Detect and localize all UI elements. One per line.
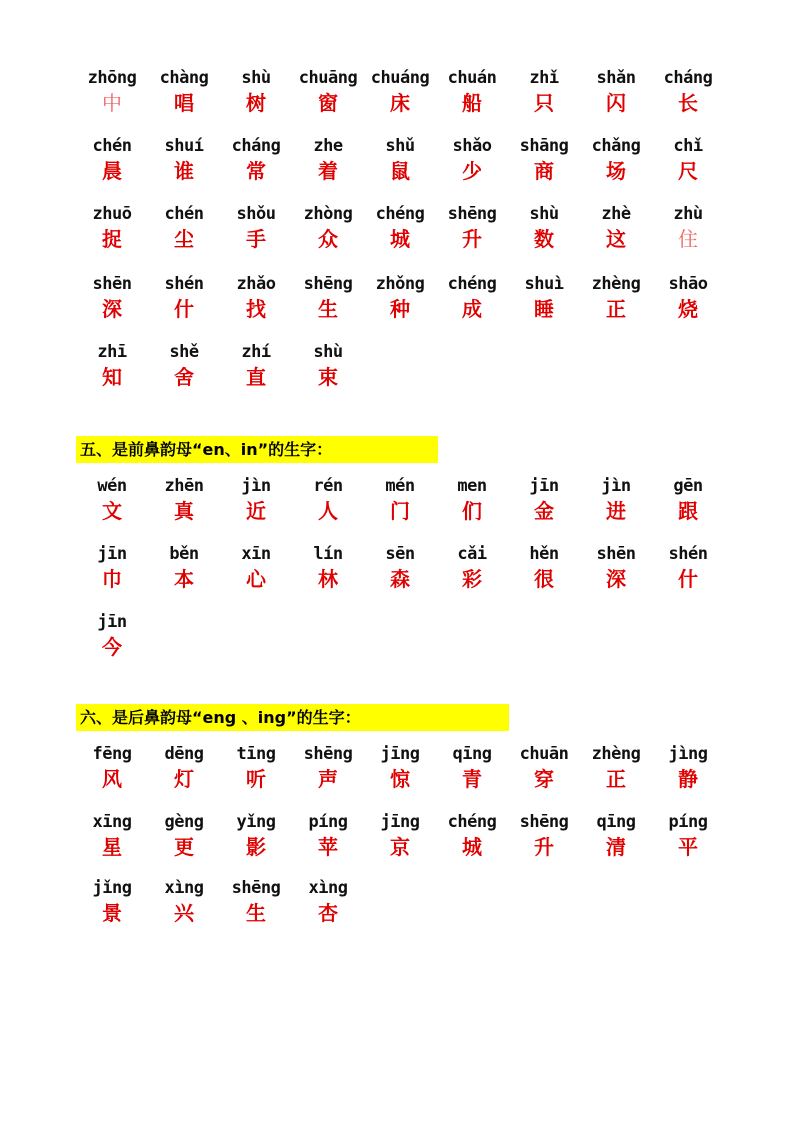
- hanzi-character: 正: [606, 297, 626, 321]
- character-cell: [292, 136, 364, 204]
- pinyin-label: gēn: [673, 476, 703, 496]
- pinyin-label: shě: [169, 342, 199, 362]
- pinyin-label: wén: [97, 476, 127, 496]
- hanzi-character: 床: [390, 91, 410, 115]
- character-cell: [292, 878, 364, 942]
- character-cell: [652, 204, 724, 274]
- character-cell: [580, 68, 652, 136]
- character-cell: [76, 878, 148, 942]
- character-cell: [508, 204, 580, 274]
- hanzi-character: 声: [318, 767, 338, 791]
- character-cell: [364, 744, 436, 812]
- hanzi-character: 更: [174, 835, 194, 859]
- hanzi-character: 住: [678, 227, 698, 251]
- pinyin-label: zhī: [97, 342, 127, 362]
- hanzi-character: 文: [102, 499, 122, 523]
- character-row: [76, 274, 724, 342]
- pinyin-label: shǔ: [385, 136, 415, 156]
- hanzi-character: 船: [462, 91, 482, 115]
- character-cell: [580, 476, 652, 544]
- character-cell: [148, 274, 220, 342]
- character-cell: [652, 744, 724, 812]
- character-cell: [220, 878, 292, 942]
- pinyin-label: jìn: [241, 476, 271, 496]
- character-cell: [436, 204, 508, 274]
- character-cell: [220, 812, 292, 878]
- hanzi-character: 灯: [174, 767, 194, 791]
- character-cell: [436, 136, 508, 204]
- character-cell: [364, 204, 436, 274]
- pinyin-label: zhèng: [591, 744, 641, 764]
- character-cell: [220, 476, 292, 544]
- hanzi-character: 听: [246, 767, 266, 791]
- hanzi-character: 城: [462, 835, 482, 859]
- hanzi-character: 近: [246, 499, 266, 523]
- hanzi-character: 跟: [678, 499, 698, 523]
- pinyin-label: píng: [308, 812, 348, 832]
- hanzi-character: 静: [678, 767, 698, 791]
- hanzi-character: 束: [318, 365, 338, 389]
- character-cell: [148, 744, 220, 812]
- hanzi-character: 中: [102, 91, 122, 115]
- hanzi-character: 数: [534, 227, 554, 251]
- hanzi-character: 众: [318, 227, 338, 251]
- pinyin-label: chǎng: [591, 136, 641, 156]
- pinyin-label: jǐng: [92, 878, 132, 898]
- character-cell: [652, 136, 724, 204]
- pinyin-label: shù: [313, 342, 343, 362]
- hanzi-character: 惊: [390, 767, 410, 791]
- hanzi-character: 什: [174, 297, 194, 321]
- character-cell: [652, 544, 724, 612]
- hanzi-character: 长: [678, 91, 698, 115]
- pinyin-label: shén: [164, 274, 204, 294]
- pinyin-label: tīng: [236, 744, 276, 764]
- character-cell: [508, 744, 580, 812]
- character-cell: [364, 274, 436, 342]
- pinyin-label: shǒu: [236, 204, 276, 224]
- hanzi-character: 升: [462, 227, 482, 251]
- hanzi-character: 彩: [462, 567, 482, 591]
- character-cell: [220, 544, 292, 612]
- character-cell: [148, 136, 220, 204]
- character-cell: [148, 68, 220, 136]
- pinyin-label: chéng: [447, 812, 497, 832]
- pinyin-label: chàng: [159, 68, 209, 88]
- character-cell: [580, 204, 652, 274]
- character-cell: [220, 744, 292, 812]
- pinyin-label: zhōng: [87, 68, 137, 88]
- hanzi-character: 升: [534, 835, 554, 859]
- pinyin-label: chuáng: [370, 68, 430, 88]
- hanzi-character: 森: [390, 567, 410, 591]
- pinyin-label: shēng: [519, 812, 569, 832]
- character-cell: [508, 544, 580, 612]
- hanzi-character: 鼠: [390, 159, 410, 183]
- character-cell: [436, 812, 508, 878]
- character-row: [76, 342, 724, 406]
- character-row: [76, 744, 724, 812]
- pinyin-label: shuì: [524, 274, 564, 294]
- character-row: [76, 612, 724, 676]
- pinyin-label: hěn: [529, 544, 559, 564]
- pinyin-label: shǎn: [596, 68, 636, 88]
- character-cell: [436, 68, 508, 136]
- pinyin-label: qīng: [596, 812, 636, 832]
- pinyin-label: xìng: [164, 878, 204, 898]
- character-cell: [580, 544, 652, 612]
- hanzi-character: 生: [246, 901, 266, 925]
- hanzi-character: 晨: [102, 159, 122, 183]
- character-row: [76, 476, 724, 544]
- hanzi-character: 深: [606, 567, 626, 591]
- pinyin-label: dēng: [164, 744, 204, 764]
- character-cell: [76, 544, 148, 612]
- hanzi-character: 场: [606, 159, 626, 183]
- pinyin-label: shēng: [231, 878, 281, 898]
- pinyin-label: jīn: [529, 476, 559, 496]
- hanzi-character: 成: [462, 297, 482, 321]
- hanzi-character: 巾: [102, 567, 122, 591]
- hanzi-character: 穿: [534, 767, 554, 791]
- character-cell: [292, 342, 364, 406]
- hanzi-character: 树: [246, 91, 266, 115]
- character-cell: [76, 274, 148, 342]
- character-cell: [508, 274, 580, 342]
- character-cell: [76, 744, 148, 812]
- hanzi-character: 尺: [678, 159, 698, 183]
- section-heading-en-in: 五、是前鼻韵母“en、in”的生字：: [76, 436, 438, 463]
- character-cell: [148, 204, 220, 274]
- character-cell: [148, 544, 220, 612]
- character-cell: [148, 476, 220, 544]
- pinyin-label: lín: [313, 544, 343, 564]
- hanzi-character: 影: [246, 835, 266, 859]
- character-cell: [148, 878, 220, 942]
- character-cell: [364, 136, 436, 204]
- hanzi-character: 深: [102, 297, 122, 321]
- character-cell: [76, 136, 148, 204]
- character-cell: [364, 544, 436, 612]
- character-cell: [652, 812, 724, 878]
- pinyin-label: shāng: [519, 136, 569, 156]
- character-row: [76, 812, 724, 878]
- pinyin-label: fēng: [92, 744, 132, 764]
- hanzi-character: 城: [390, 227, 410, 251]
- pinyin-label: zhòng: [303, 204, 353, 224]
- character-cell: [76, 342, 148, 406]
- pinyin-label: xìng: [308, 878, 348, 898]
- hanzi-character: 舍: [174, 365, 194, 389]
- character-cell: [436, 744, 508, 812]
- hanzi-character: 苹: [318, 835, 338, 859]
- character-cell: [76, 612, 148, 676]
- pinyin-label: shēng: [303, 744, 353, 764]
- hanzi-character: 人: [318, 499, 338, 523]
- character-cell: [292, 544, 364, 612]
- character-row: [76, 878, 724, 942]
- character-cell: [148, 342, 220, 406]
- character-grid-zh-ch-sh: [76, 68, 724, 406]
- hanzi-character: 闪: [606, 91, 626, 115]
- hanzi-character: 捉: [102, 227, 122, 251]
- character-cell: [220, 68, 292, 136]
- hanzi-character: 什: [678, 567, 698, 591]
- character-cell: [580, 274, 652, 342]
- pinyin-label: men: [457, 476, 487, 496]
- character-cell: [580, 744, 652, 812]
- hanzi-character: 生: [318, 297, 338, 321]
- pinyin-label: zhǎo: [236, 274, 276, 294]
- character-cell: [580, 812, 652, 878]
- character-cell: [580, 136, 652, 204]
- hanzi-character: 今: [102, 635, 122, 659]
- pinyin-label: shēng: [303, 274, 353, 294]
- pinyin-label: zhǐ: [529, 68, 559, 88]
- character-cell: [652, 274, 724, 342]
- character-cell: [652, 476, 724, 544]
- pinyin-label: zhǒng: [375, 274, 425, 294]
- pinyin-label: shēng: [447, 204, 497, 224]
- character-row: [76, 68, 724, 136]
- character-row: [76, 136, 724, 204]
- hanzi-character: 很: [534, 567, 554, 591]
- character-cell: [508, 68, 580, 136]
- pinyin-label: shén: [668, 544, 708, 564]
- character-grid-eng-ing: [76, 744, 724, 942]
- hanzi-character: 常: [246, 159, 266, 183]
- pinyin-label: chéng: [375, 204, 425, 224]
- hanzi-character: 睡: [534, 297, 554, 321]
- pinyin-label: zhuō: [92, 204, 132, 224]
- hanzi-character: 京: [390, 835, 410, 859]
- pinyin-label: zhèng: [591, 274, 641, 294]
- character-cell: [436, 544, 508, 612]
- pinyin-label: gèng: [164, 812, 204, 832]
- pinyin-label: zhù: [673, 204, 703, 224]
- pinyin-label: zhēn: [164, 476, 204, 496]
- hanzi-character: 尘: [174, 227, 194, 251]
- hanzi-character: 只: [534, 91, 554, 115]
- character-cell: [76, 476, 148, 544]
- character-cell: [652, 68, 724, 136]
- hanzi-character: 正: [606, 767, 626, 791]
- character-cell: [220, 342, 292, 406]
- hanzi-character: 清: [606, 835, 626, 859]
- pinyin-label: chéng: [447, 274, 497, 294]
- pinyin-label: shāo: [668, 274, 708, 294]
- pinyin-label: cǎi: [457, 544, 487, 564]
- hanzi-character: 手: [246, 227, 266, 251]
- hanzi-character: 商: [534, 159, 554, 183]
- pinyin-label: jīng: [380, 812, 420, 832]
- hanzi-character: 金: [534, 499, 554, 523]
- hanzi-character: 本: [174, 567, 194, 591]
- character-row: [76, 544, 724, 612]
- pinyin-label: shuí: [164, 136, 204, 156]
- pinyin-label: píng: [668, 812, 708, 832]
- character-cell: [364, 812, 436, 878]
- character-cell: [508, 476, 580, 544]
- character-cell: [220, 204, 292, 274]
- hanzi-character: 知: [102, 365, 122, 389]
- pinyin-label: chǐ: [673, 136, 703, 156]
- hanzi-character: 窗: [318, 91, 338, 115]
- pinyin-label: mén: [385, 476, 415, 496]
- hanzi-character: 风: [102, 767, 122, 791]
- pinyin-label: yǐng: [236, 812, 276, 832]
- pinyin-label: jìng: [668, 744, 708, 764]
- hanzi-character: 星: [102, 835, 122, 859]
- hanzi-character: 种: [390, 297, 410, 321]
- pinyin-label: chuāng: [298, 68, 358, 88]
- hanzi-character: 着: [318, 159, 338, 183]
- character-cell: [436, 274, 508, 342]
- pinyin-label: jīn: [97, 544, 127, 564]
- pinyin-label: cháng: [663, 68, 713, 88]
- pinyin-label: xīng: [92, 812, 132, 832]
- hanzi-character: 兴: [174, 901, 194, 925]
- pinyin-label: cháng: [231, 136, 281, 156]
- hanzi-character: 烧: [678, 297, 698, 321]
- pinyin-label: chén: [92, 136, 132, 156]
- pinyin-label: zhè: [601, 204, 631, 224]
- character-cell: [292, 274, 364, 342]
- character-grid-en-in: [76, 476, 724, 676]
- character-cell: [292, 744, 364, 812]
- pinyin-label: chuān: [519, 744, 569, 764]
- pinyin-label: zhe: [313, 136, 343, 156]
- character-cell: [76, 68, 148, 136]
- pinyin-label: xīn: [241, 544, 271, 564]
- pinyin-label: zhí: [241, 342, 271, 362]
- pinyin-label: rén: [313, 476, 343, 496]
- pinyin-label: shù: [529, 204, 559, 224]
- character-cell: [220, 136, 292, 204]
- pinyin-label: jīng: [380, 744, 420, 764]
- hanzi-character: 进: [606, 499, 626, 523]
- hanzi-character: 真: [174, 499, 194, 523]
- pinyin-label: shǎo: [452, 136, 492, 156]
- hanzi-character: 林: [318, 567, 338, 591]
- pinyin-label: běn: [169, 544, 199, 564]
- character-row: [76, 204, 724, 274]
- pinyin-label: qīng: [452, 744, 492, 764]
- character-cell: [292, 476, 364, 544]
- pinyin-label: chén: [164, 204, 204, 224]
- pinyin-label: jīn: [97, 612, 127, 632]
- character-cell: [76, 204, 148, 274]
- hanzi-character: 少: [462, 159, 482, 183]
- pinyin-label: chuán: [447, 68, 497, 88]
- pinyin-label: shēn: [596, 544, 636, 564]
- character-cell: [292, 68, 364, 136]
- hanzi-character: 景: [102, 901, 122, 925]
- hanzi-character: 们: [462, 499, 482, 523]
- hanzi-character: 谁: [174, 159, 194, 183]
- hanzi-character: 这: [606, 227, 626, 251]
- hanzi-character: 青: [462, 767, 482, 791]
- hanzi-character: 门: [390, 499, 410, 523]
- hanzi-character: 心: [246, 567, 266, 591]
- character-cell: [364, 476, 436, 544]
- character-cell: [76, 812, 148, 878]
- hanzi-character: 杏: [318, 901, 338, 925]
- hanzi-character: 唱: [174, 91, 194, 115]
- character-cell: [364, 68, 436, 136]
- character-cell: [220, 274, 292, 342]
- pinyin-label: shēn: [92, 274, 132, 294]
- character-cell: [508, 812, 580, 878]
- pinyin-label: shù: [241, 68, 271, 88]
- pinyin-label: sēn: [385, 544, 415, 564]
- character-cell: [292, 812, 364, 878]
- hanzi-character: 找: [246, 297, 266, 321]
- hanzi-character: 直: [246, 365, 266, 389]
- character-cell: [148, 812, 220, 878]
- hanzi-character: 平: [678, 835, 698, 859]
- character-cell: [508, 136, 580, 204]
- section-heading-eng-ing: 六、是后鼻韵母“eng 、ing”的生字：: [76, 704, 509, 731]
- pinyin-label: jìn: [601, 476, 631, 496]
- character-cell: [292, 204, 364, 274]
- character-cell: [436, 476, 508, 544]
